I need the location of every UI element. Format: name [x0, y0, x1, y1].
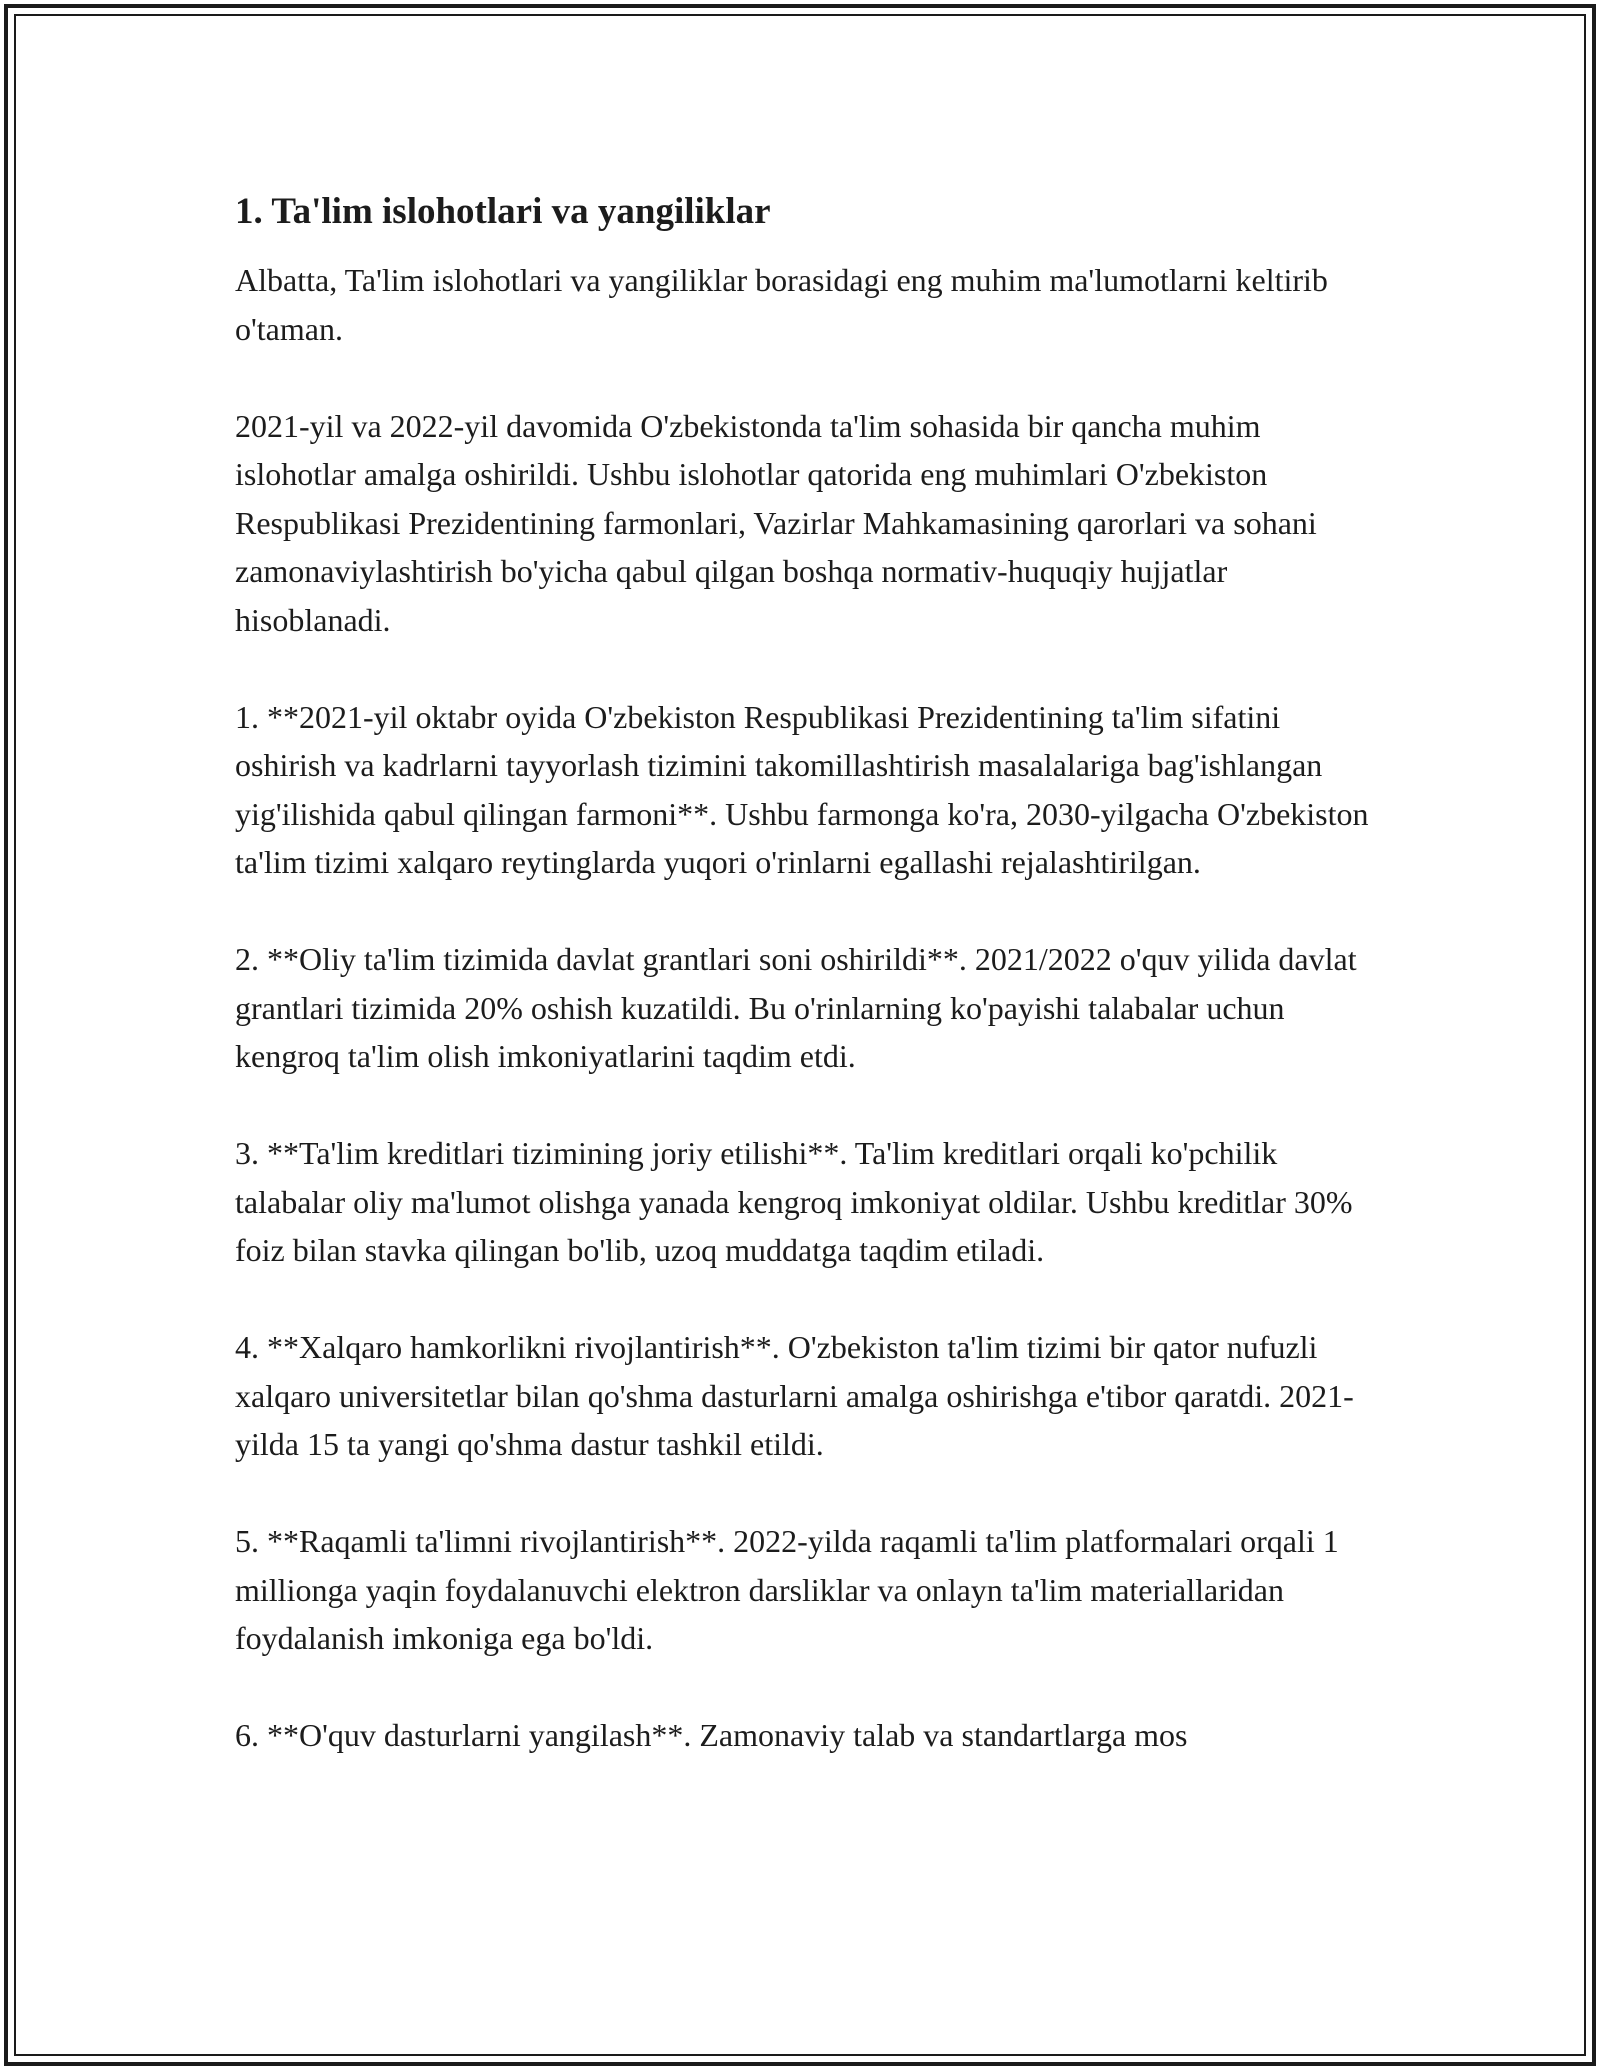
- list-item-6: 6. **O'quv dasturlarni yangilash**. Zamonaviy talab va standartlarga mos: [235, 1717, 1188, 1753]
- intro-paragraph: Albatta, Ta'lim islohotlari va yangiliklar borasidagi eng muhim ma'lumotlarni keltirib o'taman.: [235, 262, 1328, 347]
- list-item-2: 2. **Oliy ta'lim tizimida davlat grantlari soni oshirildi**. 2021/2022 o'quv yilida davlat grantlari tizimida 20% oshish kuzatildi. Bu o'rinlarning ko'payishi talabalar uchun kengroq ta'lim olish imkoniyatlarini taqdim etdi.: [235, 941, 1357, 1074]
- list-item-5: 5. **Raqamli ta'limni rivojlantirish**. 2022-yilda raqamli ta'lim platformalari orqali 1 millionga yaqin foydalanuvchi elektron darsliklar va onlayn ta'lim materiallaridan foydalanish imkoniga ega bo'ldi.: [235, 1523, 1339, 1656]
- section-heading: 1. Ta'lim islohotlari va yangiliklar: [235, 191, 771, 232]
- list-item-3: 3. **Ta'lim kreditlari tizimining joriy etilishi**. Ta'lim kreditlari orqali ko'pchilik talabalar oliy ma'lumot olishga yanada kengroq imkoniyat oldilar. Ushbu kreditlar 30% foiz bilan stavka qilingan bo'lib, uzoq muddatga taqdim etiladi.: [235, 1135, 1353, 1268]
- context-paragraph: 2021-yil va 2022-yil davomida O'zbekistonda ta'lim sohasida bir qancha muhim islohotlar amalga oshirildi. Ushbu islohotlar qatorida eng muhimlari O'zbekiston Respublikasi Prezidentining farmonlari, Vazirlar Mahkamasining qarorlari va sohani zamonaviylashtirish bo'yicha qabul qilgan boshqa normativ-huquqiy hujjatlar hisoblanadi.: [235, 407, 1317, 638]
- list-item-4: 4. **Xalqaro hamkorlikni rivojlantirish**. O'zbekiston ta'lim tizimi bir qator nufuzli xalqaro universitetlar bilan qo'shma dasturlarni amalga oshirishga e'tibor qaratdi. 2021-yilda 15 ta yangi qo'shma dastur tashkil etildi.: [235, 1329, 1354, 1462]
- document-body: [235, 188, 1375, 1808]
- list-item-1: 1. **2021-yil oktabr oyida O'zbekiston Respublikasi Prezidentining ta'lim sifatini oshirish va kadrlarni tayyorlash tizimini takomillashtirish masalalariga bag'ishlangan yig'ilishida qabul qilingan farmoni**. Ushbu farmonga ko'ra, 2030-yilgacha O'zbekiston ta'lim tizimi xalqaro reytinglarda yuqori o'rinlarni egallashi rejalashtirilgan.: [235, 698, 1369, 880]
